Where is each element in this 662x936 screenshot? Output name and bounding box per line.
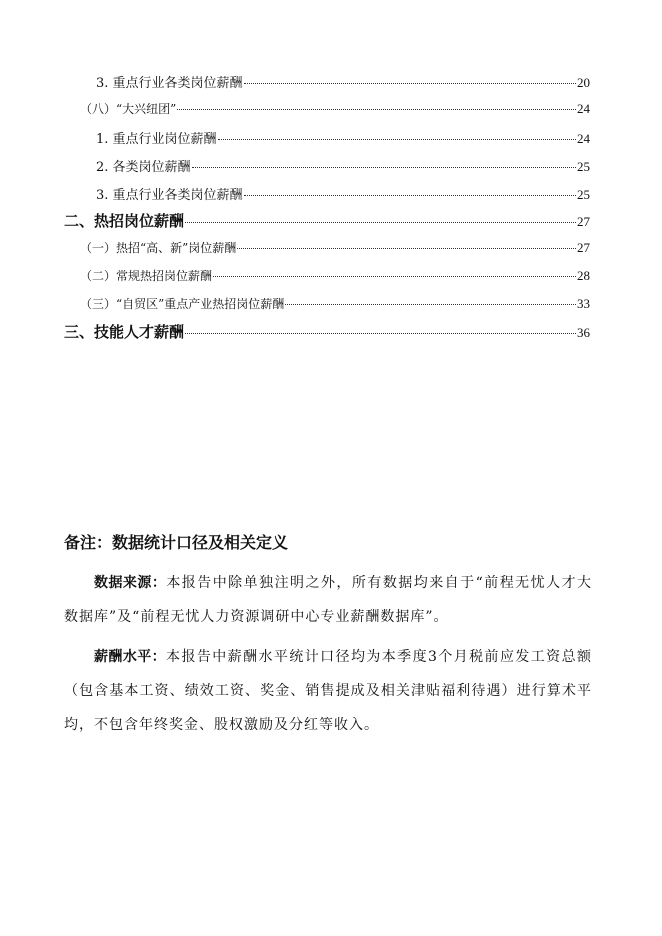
toc-entry-title: （三）“自贸区”重点产业热招岗位薪酬 bbox=[80, 297, 285, 311]
toc-entry-page: 27 bbox=[577, 240, 590, 255]
toc-entry[interactable] bbox=[96, 72, 590, 91]
toc-leader-dots bbox=[244, 83, 576, 84]
toc-entry[interactable] bbox=[64, 210, 590, 231]
toc-entry-page: 28 bbox=[577, 268, 590, 283]
toc-leader-dots bbox=[177, 109, 576, 110]
salary-level-label: 薪酬水平： bbox=[94, 649, 167, 665]
toc-entry-page: 24 bbox=[577, 131, 590, 146]
toc-leader-dots bbox=[244, 195, 576, 196]
toc-leader-dots bbox=[192, 167, 576, 168]
toc-entry-page: 20 bbox=[577, 75, 590, 90]
toc-entry-title: 三、技能人才薪酬 bbox=[64, 323, 185, 341]
toc-entry[interactable] bbox=[64, 321, 590, 342]
toc-entry-title: （二）常规热招岗位薪酬 bbox=[80, 269, 213, 283]
toc-entry-title: 3. 重点行业各类岗位薪酬 bbox=[96, 76, 243, 91]
toc-entry-title: 3. 重点行业各类岗位薪酬 bbox=[96, 188, 243, 203]
toc-entry[interactable] bbox=[80, 267, 590, 284]
toc-entry-title: 2. 各类岗位薪酬 bbox=[96, 160, 191, 175]
data-source-paragraph bbox=[64, 566, 592, 634]
toc-leader-dots bbox=[185, 333, 576, 334]
toc-entry-page: 25 bbox=[577, 187, 590, 202]
toc-leader-dots bbox=[213, 276, 576, 277]
toc-entry[interactable] bbox=[96, 184, 590, 203]
toc-entry-title: 1. 重点行业岗位薪酬 bbox=[96, 132, 217, 147]
toc-entry[interactable] bbox=[80, 295, 590, 312]
toc-entry-page: 24 bbox=[577, 101, 590, 116]
toc-entry-page: 33 bbox=[577, 296, 590, 311]
toc-entry[interactable] bbox=[80, 100, 590, 117]
toc-entry-title: （一）热招“高、新”岗位薪酬 bbox=[80, 241, 237, 255]
data-source-text: 本报告中除单独注明之外，所有数据均来自于“前程无忧人才大数据库”及“前程无忧人力资源调研中心专业薪酬数据库”。 bbox=[64, 575, 593, 625]
toc-leader-dots bbox=[285, 304, 576, 305]
toc-entry-title: （八）“大兴纽团” bbox=[80, 102, 177, 116]
toc-entry-page: 27 bbox=[577, 214, 590, 229]
toc-entry-title: 二、热招岗位薪酬 bbox=[64, 212, 185, 230]
salary-level-text: 本报告中薪酬水平统计口径均为本季度3个月税前应发工资总额（包含基本工资、绩效工资、奖金、销售提成及相关津贴福利待遇）进行算术平均，不包含年终奖金、股权激励及分红等收入。 bbox=[64, 649, 593, 733]
toc-entry-page: 25 bbox=[577, 159, 590, 174]
toc-leader-dots bbox=[237, 248, 576, 249]
data-source-label: 数据来源： bbox=[94, 575, 167, 591]
toc-entry-page: 36 bbox=[577, 325, 590, 340]
toc-entry[interactable] bbox=[96, 156, 590, 175]
toc-entry[interactable] bbox=[96, 128, 590, 147]
notes-heading: 备注：数据统计口径及相关定义 bbox=[64, 533, 289, 552]
salary-level-paragraph bbox=[64, 640, 592, 742]
toc-leader-dots bbox=[218, 139, 576, 140]
toc-entry[interactable] bbox=[80, 239, 590, 256]
toc-leader-dots bbox=[185, 222, 576, 223]
